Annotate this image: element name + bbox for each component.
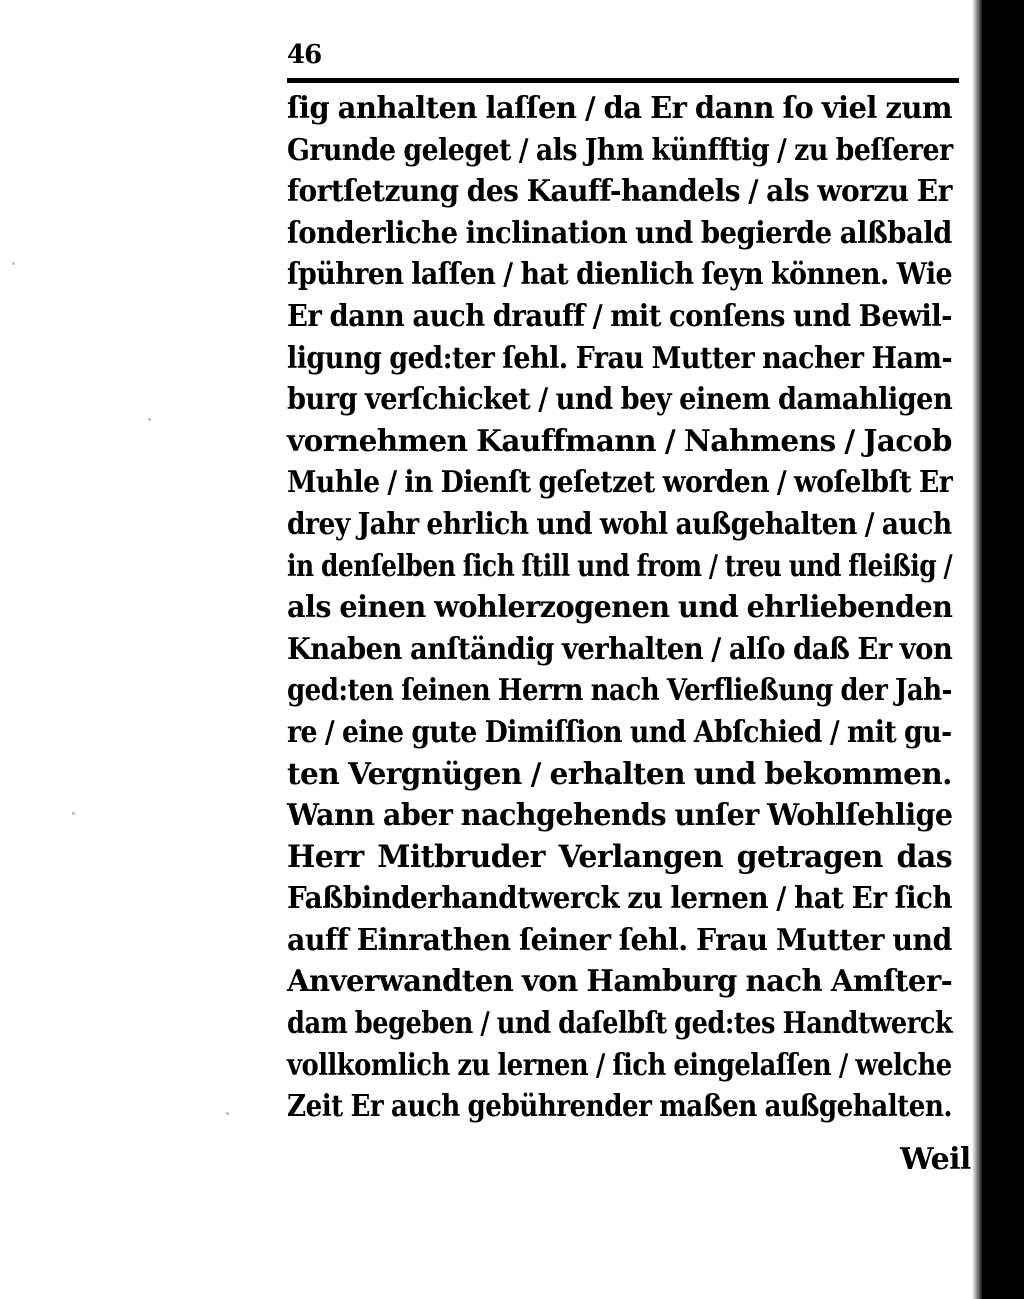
text-line: Faßbinderhandtwerck zu lernen / hat Er ſich bbox=[287, 881, 953, 917]
text-line: Er dann auch drauff / mit conſens und Bewil- bbox=[287, 298, 953, 334]
text-line: burg verſchicket / und bey einem damahligen bbox=[287, 382, 953, 418]
text-line: als einen wohlerzogenen und ehrliebenden bbox=[287, 590, 953, 626]
text-line: ſpühren laſſen / hat dienlich ſeyn können. Wie bbox=[287, 257, 953, 293]
text-line: ten Vergnügen / erhalten und bekommen. bbox=[287, 756, 952, 792]
scan-speck bbox=[226, 1112, 229, 1115]
text-line: Grunde geleget / als Jhm künfftig / zu beſſerer bbox=[287, 132, 953, 168]
scan-speck bbox=[12, 262, 15, 265]
text-line: ligung ged:ter ſehl. Frau Mutter nacher Ham- bbox=[287, 340, 953, 376]
text-line: Wann aber nachgehends unſer Wohlſehlige bbox=[287, 798, 953, 834]
text-line: dam begeben / und daſelbſt ged:tes Handtwerck bbox=[287, 1006, 953, 1042]
text-line: ſonderliche inclination und begierde alßbald bbox=[287, 215, 952, 251]
body-text bbox=[287, 88, 985, 1128]
catchword: Weil bbox=[900, 1142, 971, 1177]
text-line: Herr Mitbruder Verlangen getragen das bbox=[287, 839, 952, 876]
scan-speck bbox=[148, 418, 151, 421]
text-line: vollkomlich zu lernen / ſich eingelaſſen / welche bbox=[287, 1047, 952, 1083]
text-line: fortſetzung des Kauff-handels / als worzu Er bbox=[287, 174, 952, 210]
text-line: vornehmen Kauffmann / Nahmens / Jacob bbox=[287, 423, 952, 459]
text-line: Zeit Er auch gebührender maßen außgehalten. bbox=[287, 1089, 952, 1125]
text-line: Anverwandten von Hamburg nach Amſter- bbox=[287, 964, 953, 1000]
text-line: Knaben anſtändig verhalten / alſo daß Er von bbox=[287, 631, 953, 667]
header-rule bbox=[287, 78, 959, 83]
text-line: ged:ten ſeinen Herrn nach Verfließung der Jah- bbox=[287, 673, 952, 709]
text-line: Muhle / in Dienſt geſetzet worden / woſelbſt Er bbox=[287, 465, 953, 501]
text-line: ſig anhalten laſſen / da Er dann ſo viel zum bbox=[287, 91, 953, 126]
text-line: re / eine gute Dimiſſion und Abſchied / mit gu- bbox=[287, 714, 952, 750]
text-line: drey Jahr ehrlich und wohl außgehalten / auch bbox=[287, 506, 952, 542]
text-line: in denſelben ſich ſtill und from / treu und fleißig / bbox=[287, 548, 953, 584]
text-line: auff Einrathen ſeiner ſehl. Frau Mutter und bbox=[287, 922, 952, 958]
page-number: 46 bbox=[287, 40, 322, 70]
scan-speck bbox=[72, 812, 75, 815]
